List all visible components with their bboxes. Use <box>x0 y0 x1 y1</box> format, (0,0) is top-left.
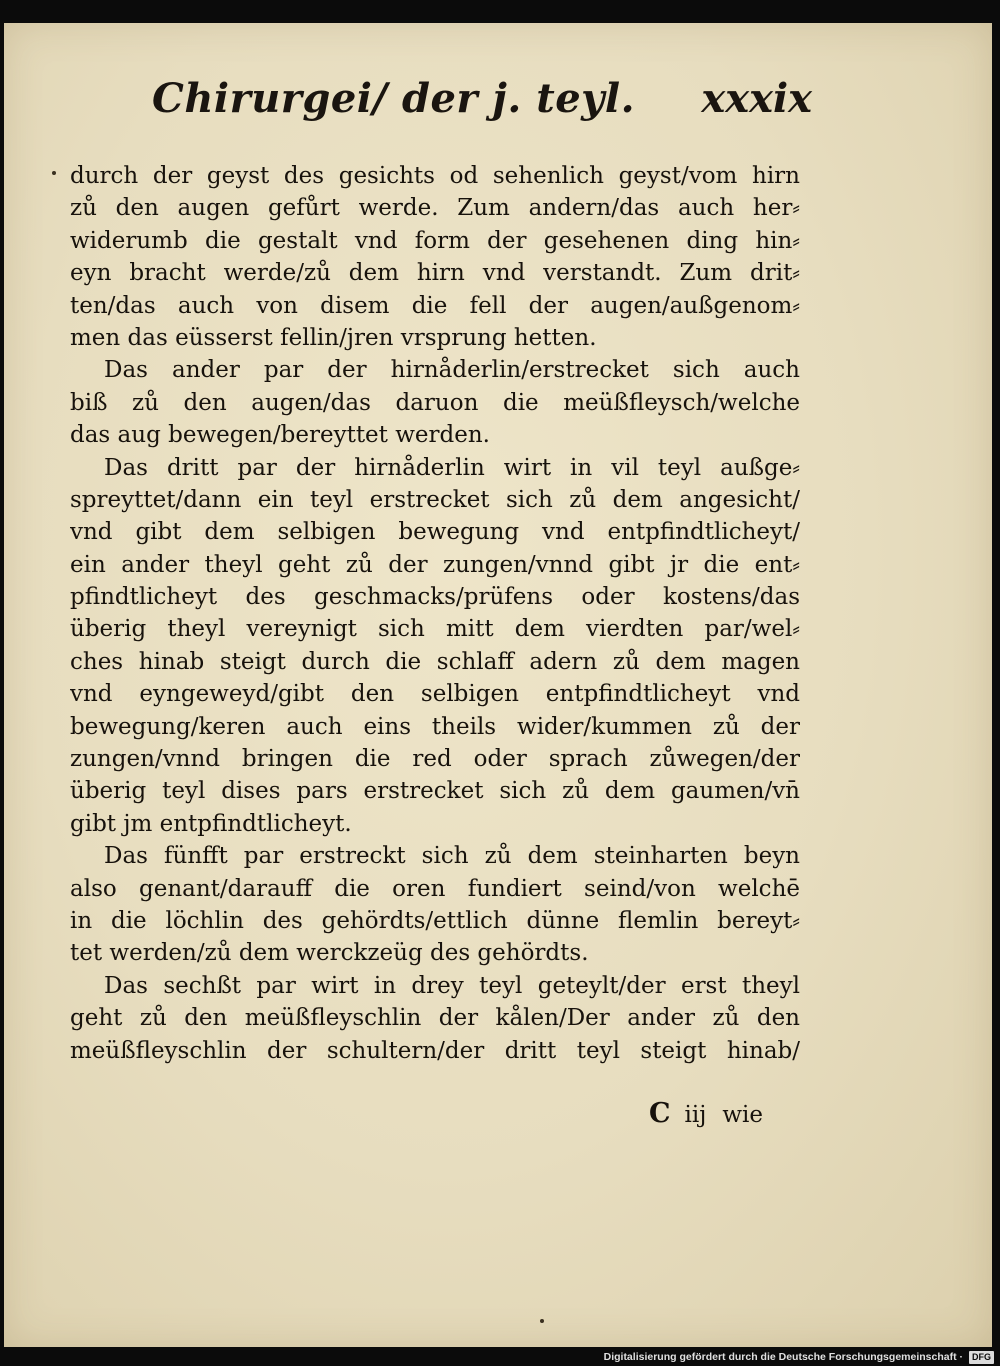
book-page <box>4 23 992 1347</box>
text-line: also genant/darauff die oren fundiert seind/von welchē <box>70 875 800 902</box>
folio-number: xxxix <box>701 75 812 122</box>
text-line: Das sechßt par wirt in drey teyl geteylt/der erst theyl <box>104 972 800 999</box>
text-line: eyn bracht werde/zů dem hirn vnd verstandt. Zum drit⸗ <box>70 260 800 287</box>
text-line: men das eüsserst fellin/jren vrsprung hetten. <box>70 324 597 351</box>
text-line: ches hinab steigt durch die schlaff adern zů dem magen <box>70 648 800 675</box>
credit-text: Digitalisierung gefördert durch die Deutsche Forschungsgemeinschaft · <box>603 1351 963 1363</box>
text-line: tet werden/zů dem werckzeüg des gehördts. <box>70 940 589 967</box>
text-line: biß zů den augen/das daruon die meüßfleysch/welche <box>70 389 800 416</box>
running-title: Chirurgei/ der j. teyl. <box>152 75 636 122</box>
credit-bar <box>604 1348 1000 1366</box>
text-line: zů den augen gefůrt werde. Zum andern/das auch her⸗ <box>70 195 800 222</box>
signature-line <box>649 1097 799 1131</box>
text-line: widerumb die gestalt vnd form der gesehenen ding hin⸗ <box>70 227 800 254</box>
text-line: überig theyl vereynigt sich mitt dem vierdten par/wel⸗ <box>70 616 800 643</box>
text-line: meüßfleyschlin der schultern/der dritt teyl steigt hinab/ <box>70 1037 800 1064</box>
text-line: vnd eyngeweyd/gibt den selbigen entpfindtlicheyt vnd <box>70 681 800 708</box>
text-line: Das dritt par der hirnåderlin wirt in vil teyl außge⸗ <box>104 454 800 481</box>
signature-number: iij <box>684 1102 707 1128</box>
text-line: spreyttet/dann ein teyl erstrecket sich zů dem angesicht/ <box>70 486 800 513</box>
dfg-logo-icon: DFG <box>969 1351 994 1364</box>
text-line: in die löchlin des gehördts/ettlich dünne flemlin bereyt⸗ <box>70 907 800 934</box>
text-line: gibt jm entpfindtlicheyt. <box>70 810 352 837</box>
text-line: Das fünfft par erstreckt sich zů dem steinharten beyn <box>104 843 800 870</box>
page-foot-mark <box>540 1319 544 1323</box>
text-line: pfindtlicheyt des geschmacks/prüfens oder kostens/das <box>70 584 800 611</box>
text-line: ein ander theyl geht zů der zungen/vnnd gibt jr die ent⸗ <box>70 551 800 578</box>
text-line: überig teyl dises pars erstrecket sich zů dem gaumen/vn̄ <box>70 778 800 805</box>
text-line: Das ander par der hirnåderlin/erstrecket sich auch <box>104 357 800 384</box>
text-block <box>70 160 800 1067</box>
margin-mark <box>52 171 56 175</box>
page-header <box>152 75 812 145</box>
text-line: zungen/vnnd bringen die red oder sprach zůwegen/der <box>70 746 800 773</box>
text-line: bewegung/keren auch eins theils wider/kummen zů der <box>70 713 800 740</box>
text-line: durch der geyst des gesichts od sehenlich geyst/vom hirn <box>70 163 800 189</box>
text-line: ten/das auch von disem die fell der augen/außgenom⸗ <box>70 292 800 319</box>
text-line: geht zů den meüßfleyschlin der kålen/Der ander zů den <box>70 1005 800 1032</box>
signature-mark: C <box>649 1098 671 1129</box>
text-line: das aug bewegen/bereyttet werden. <box>70 422 490 449</box>
text-line: vnd gibt dem selbigen bewegung vnd entpfindtlicheyt/ <box>70 519 800 546</box>
catchword: wie <box>722 1102 763 1128</box>
